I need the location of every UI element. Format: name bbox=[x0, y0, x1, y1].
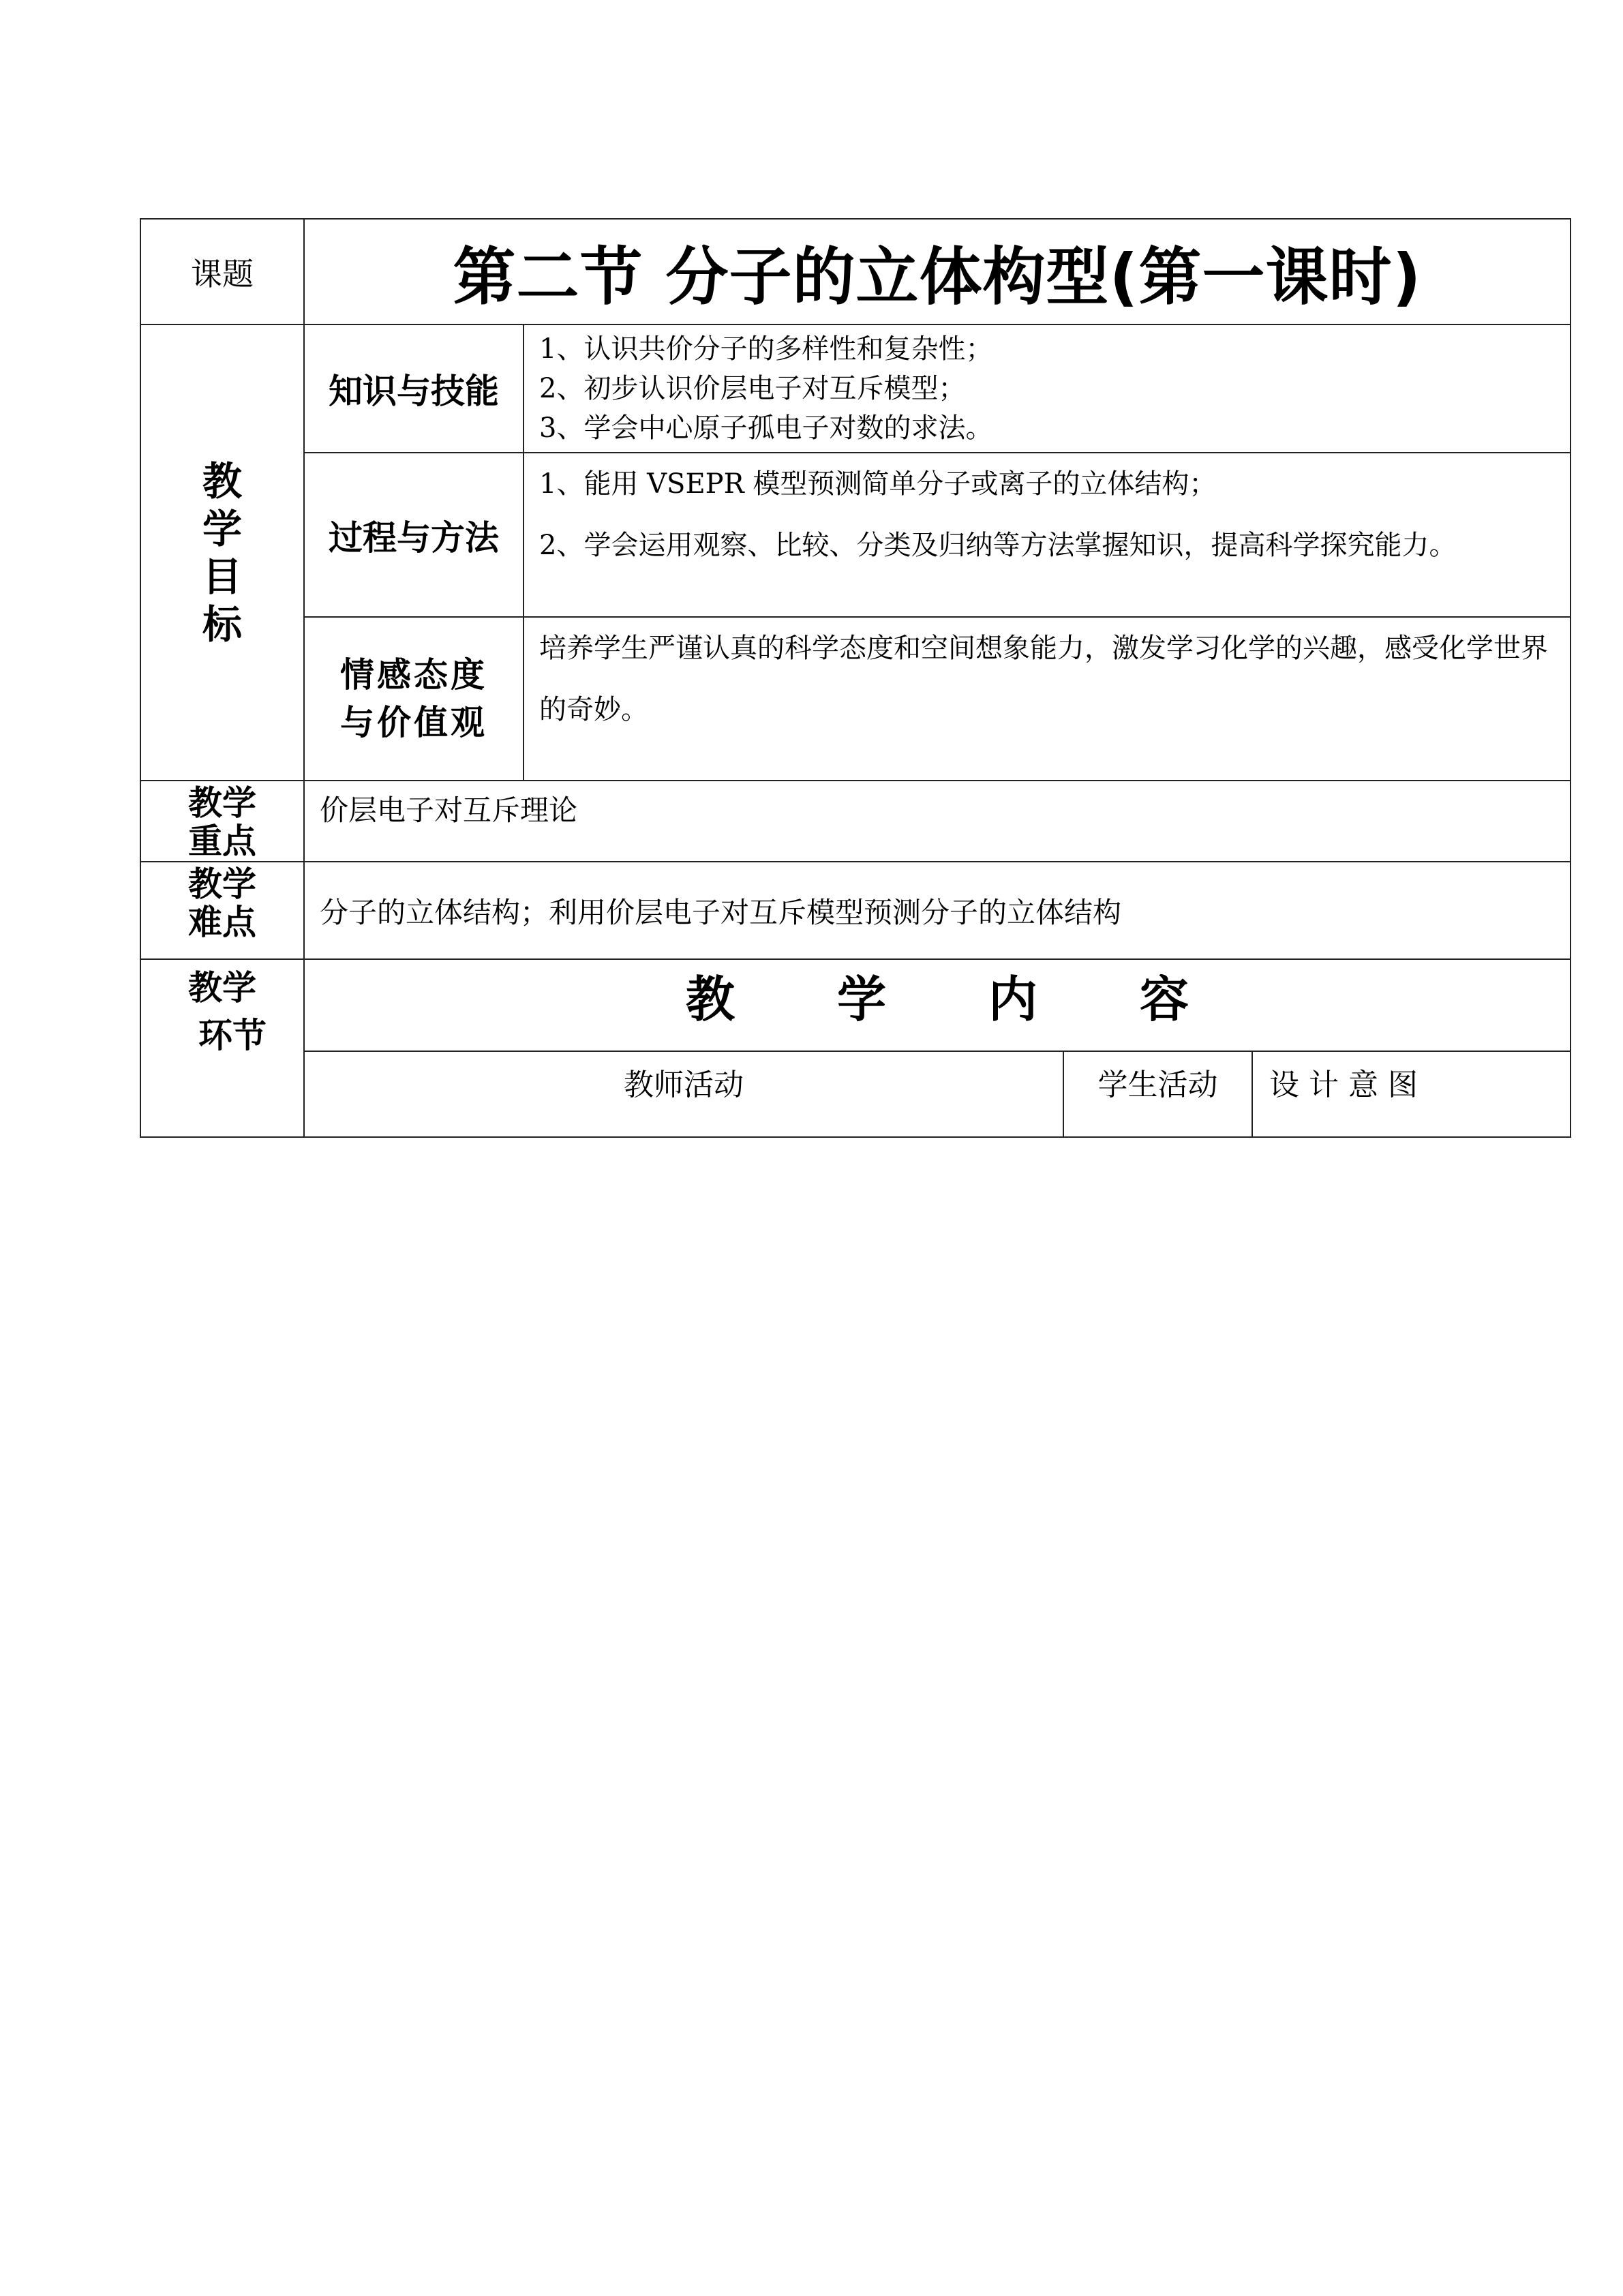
difficulty-label-line: 教学 bbox=[188, 864, 256, 904]
heading-char: 学 bbox=[836, 970, 988, 1028]
heading-char: 教 bbox=[685, 970, 837, 1028]
section-label bbox=[140, 959, 304, 1137]
teacher-activity-header: 教师活动 bbox=[304, 1051, 1063, 1137]
objectives-label-char: 标 bbox=[202, 601, 242, 648]
process-line: 2、学会运用观察、比较、分类及归纳等方法掌握知识，提高科学探究能力。 bbox=[539, 530, 1457, 561]
lesson-title: 第二节 分子的立体构型(第一课时) bbox=[304, 219, 1571, 324]
emotion-label-line: 情感态度 bbox=[340, 655, 487, 695]
key-point-row bbox=[140, 781, 1571, 862]
process-line: 1、能用 VSEPR 模型预测简单分子或离子的立体结构； bbox=[539, 468, 1217, 500]
knowledge-line: 1、认识共价分子的多样性和复杂性； bbox=[539, 333, 993, 365]
section-label-line: 环节 bbox=[198, 1016, 267, 1055]
design-intent-header: 设计意图 bbox=[1252, 1051, 1571, 1137]
objective-emotion-row bbox=[140, 617, 1571, 781]
objectives-label-char: 教 bbox=[202, 457, 242, 504]
knowledge-label: 知识与技能 bbox=[304, 324, 524, 453]
objectives-label bbox=[140, 324, 304, 781]
emotion-label-line: 与价值观 bbox=[340, 703, 487, 742]
process-content bbox=[524, 453, 1571, 617]
emotion-label bbox=[304, 617, 524, 781]
teaching-content-heading bbox=[304, 959, 1571, 1051]
heading-char: 内 bbox=[988, 970, 1140, 1028]
key-point-label-line: 教学 bbox=[188, 783, 256, 823]
knowledge-line: 2、初步认识价层电子对互斥模型； bbox=[539, 373, 966, 404]
section-columns-row bbox=[140, 1051, 1571, 1137]
emotion-text: 培养学生严谨认真的科学态度和空间想象能力，激发学习化学的兴趣，感受化学世界的奇妙。 bbox=[539, 633, 1548, 725]
difficulty-row bbox=[140, 862, 1571, 959]
lesson-plan-table bbox=[140, 218, 1571, 1138]
key-point-label bbox=[140, 781, 304, 862]
topic-row bbox=[140, 219, 1571, 324]
section-label-line: 教学 bbox=[188, 968, 256, 1008]
student-activity-header: 学生活动 bbox=[1063, 1051, 1252, 1137]
knowledge-content bbox=[524, 324, 1571, 453]
heading-char: 容 bbox=[1140, 970, 1189, 1028]
section-heading-row bbox=[140, 959, 1571, 1051]
difficulty-label bbox=[140, 862, 304, 959]
difficulty-text: 分子的立体结构；利用价层电子对互斥模型预测分子的立体结构 bbox=[304, 862, 1571, 959]
process-label: 过程与方法 bbox=[304, 453, 524, 617]
key-point-label-line: 重点 bbox=[188, 821, 256, 861]
objective-knowledge-row bbox=[140, 324, 1571, 453]
knowledge-line: 3、学会中心原子孤电子对数的求法。 bbox=[539, 412, 993, 444]
objectives-label-char: 目 bbox=[202, 553, 242, 600]
emotion-content bbox=[524, 617, 1571, 781]
topic-label: 课题 bbox=[140, 219, 304, 324]
objective-process-row bbox=[140, 453, 1571, 617]
objectives-label-char: 学 bbox=[202, 505, 242, 552]
key-point-text: 价层电子对互斥理论 bbox=[304, 781, 1571, 862]
difficulty-label-line: 难点 bbox=[188, 903, 256, 942]
